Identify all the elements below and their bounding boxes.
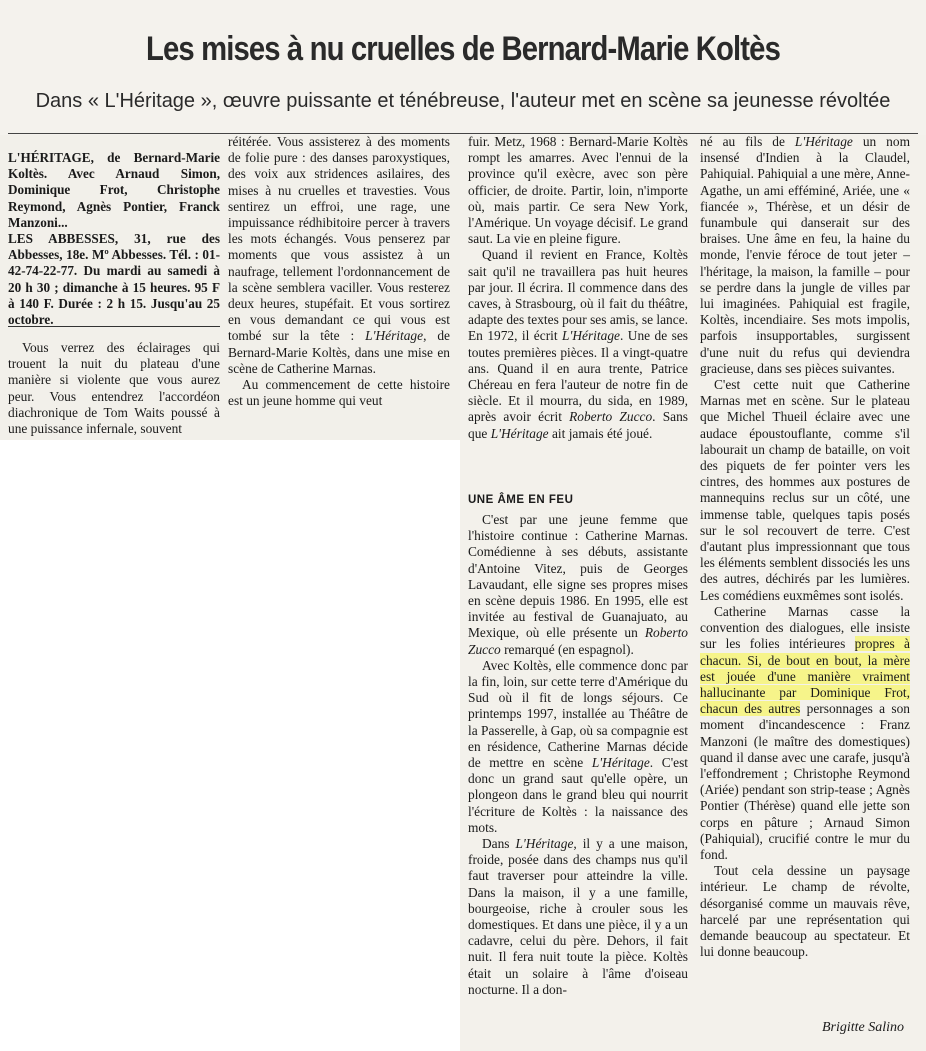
info-separator (8, 326, 220, 327)
paragraph: Avec Koltès, elle commence donc par la fin, loin, sur cette terre d'Amérique du Sud où il fit de longs séjours. Ce printemps 1997, installée au Théâtre de la Passerelle, à Gap, où sa compagnie est en résidence, Catherine Marnas décide de mettre en scène L'Héritage. C'est donc un grand saut qu'elle opère, un plongeon dans le grand bleu qui nourrit l'écriture de Koltès : la naissance des mots. (468, 657, 689, 835)
section-heading: UNE ÂME EN FEU (468, 494, 574, 506)
paragraph: réitérée. Vous assisterez à des moments de folie pure : des danses paroxystiques, des voix aux stridences asilaires, des mises à nu cruelles et travesties. Vous sentirez un effroi, une rage, une impuissance rédhibitoire percer à travers les mots échangés. Vous penserez par moments que vous assistez à un naufrage, tellement l'ordonnancement de la scène semblera vaciller. Vous resterez deux heures, stupéfait. Et vous sortirez en vous demandant ce qui vous est tombé sur la tête : L'Héritage, de Bernard-Marie Koltès, dans une mise en scène de Catherine Marnas. (228, 134, 450, 376)
info-box (8, 150, 220, 328)
info-venue: LES ABBESSES, 31, rue des Abbesses, 18e. Mº Abbesses. Tél. : 01-42-74-22-77. Du mardi au samedi à 20 h 30 ; dimanche à 15 heures. 95 F à 140 F. Durée : 2 h 15. Jusqu'au 25 octobre. (8, 231, 220, 328)
paragraph: fuir. Metz, 1968 : Bernard-Marie Koltès rompt les amarres. Avec l'ennui de la province qu'il exècre, avec son père officier, de droite. Partir, loin, n'importe où, mais partir. Ce sera New York, l'Amérique. Un voyage décisif. Le grand saut. La vie en pleine figure. (468, 134, 688, 247)
subtitle: Dans « L'Héritage », œuvre puissante et ténébreuse, l'auteur met en scène sa jeunesse révoltée (35, 90, 891, 112)
paragraph: Dans L'Héritage, il y a une maison, froide, posée dans des champs nus qu'il faut traverser pour atteindre la ville. Dans la maison, il y a une famille, bourgeoise, riche à crouler sous les domestiques. Et dans une pièce, il y a un cadavre, celui du père. Dehors, il fait nuit. Il fera nuit toute la pièce. Koltès était un solaire à l'âme d'oiseau nocturne. Il a don- (468, 836, 688, 997)
paragraph: né au fils de L'Héritage un nom insensé d'Indien à la Claudel, Pahiquial. Pahiquial a une mère, Anne-Agathe, un ami efféminé, Ariée, une « fiancée », Thérèse, et un désir de funambule qui danserait sur des braises. Une âme en feu, la haine du monde, l'envie féroce de tout jeter – l'héritage, la maison, la famille – pour se perdre dans la jungle de villes par lui imaginées. Pahiquial est fragile, Koltès, incendiaire. Ses mots impolis, parfois insupportables, surgissent d'une nuit du refus qui deviendra gracieuse, dans ses pièces suivantes. (700, 134, 910, 376)
author-signature: Brigitte Salino (821, 1020, 904, 1035)
column-3-bottom (468, 512, 688, 998)
paragraph: Tout cela dessine un paysage intérieur. Le champ de révolte, désorganisé comme un mauvais rêve, harcelé par une représentation qui demande beaucoup au spectateur. Et lui donne beaucoup. (700, 863, 910, 960)
paragraph: Vous verrez des éclairages qui trouent la nuit du plateau d'une manière si violente que vous aurez peur. Vous entendrez l'accordéon diachronique de Tom Waits poussé à une puissance infernale, souvent (8, 340, 220, 437)
paragraph: Catherine Marnas casse la convention des dialogues, elle insiste sur les folies intérieures propres à chacun. Si, de bout en bout, la mère est jouée d'une manière vraiment hallucinante par Dominique Frot, chacun des autres personnages a son moment d'incandescence : Franz Manzoni (le maître des domestiques) quand il danse avec une carafe, jusqu'à l'effondrement ; Christophe Reymond (Ariée) pendant son strip-tease ; Agnès Pontier (Thérèse) quand elle jette son corps en pâture ; Arnaud Simon (Pahiquial), crucifié contre le mur du fond. (700, 603, 911, 862)
paragraph: C'est cette nuit que Catherine Marnas met en scène. Sur le plateau que Michel Thueil éclaire avec une audace époustouflante, comme s'il labourait un champ de bataille, on voit des piquets de fer pointer vers les cintres, des hommes aux postures de mannequins reclus sur un côté, une immense table, quelques tapis posés sur le sol recouvert de terre. C'est d'autant plus impressionnant que tous les éléments semblent dissociés les uns des autres, déchirés par les lumières. Les comédiens euxmêmes sont isolés. (700, 377, 910, 603)
info-credits: L'HÉRITAGE, de Bernard-Marie Koltès. Avec Arnaud Simon, Dominique Frot, Christophe Reymond, Agnès Pontier, Franck Manzoni... (8, 150, 220, 230)
column-4 (700, 134, 910, 960)
headline: Les mises à nu cruelles de Bernard-Marie Koltès (145, 30, 780, 68)
column-2 (228, 134, 450, 409)
highlighted-passage: propres à chacun. Si, de bout en bout, la mère est jouée d'une manière vraiment hallucinante par Dominique Frot, chacun des autres (700, 636, 910, 717)
column-3-top (468, 134, 688, 442)
paragraph: Au commencement de cette histoire est un jeune homme qui veut (228, 377, 450, 409)
paragraph: C'est par une jeune femme que l'histoire continue : Catherine Marnas. Comédienne à ses débuts, assistante d'Antoine Vitez, puis de Georges Lavaudant, elle signe ses propres mises en scène depuis 1986. En 1995, elle est invitée au festival de Guanajuato, au Mexique, où elle présente un Roberto Zucco remarqué (en espagnol). (468, 512, 688, 657)
paragraph: Quand il revient en France, Koltès sait qu'il ne travaillera pas huit heures par jour. Il écrira. Il commence dans des caves, à Strasbourg, où il fait du théâtre, adapte des textes pour ses amis, se lance. En 1972, il écrit L'Héritage. Une de ses toutes premières pièces. Il a vingt-quatre ans. Quand il en aura trente, Patrice Chéreau en fera l'auteur de notre fin de siècle. Et il mourra, du sida, en 1989, après avoir écrit Roberto Zucco. Sans que L'Héritage ait jamais été joué. (468, 247, 688, 441)
column-1 (8, 340, 220, 437)
